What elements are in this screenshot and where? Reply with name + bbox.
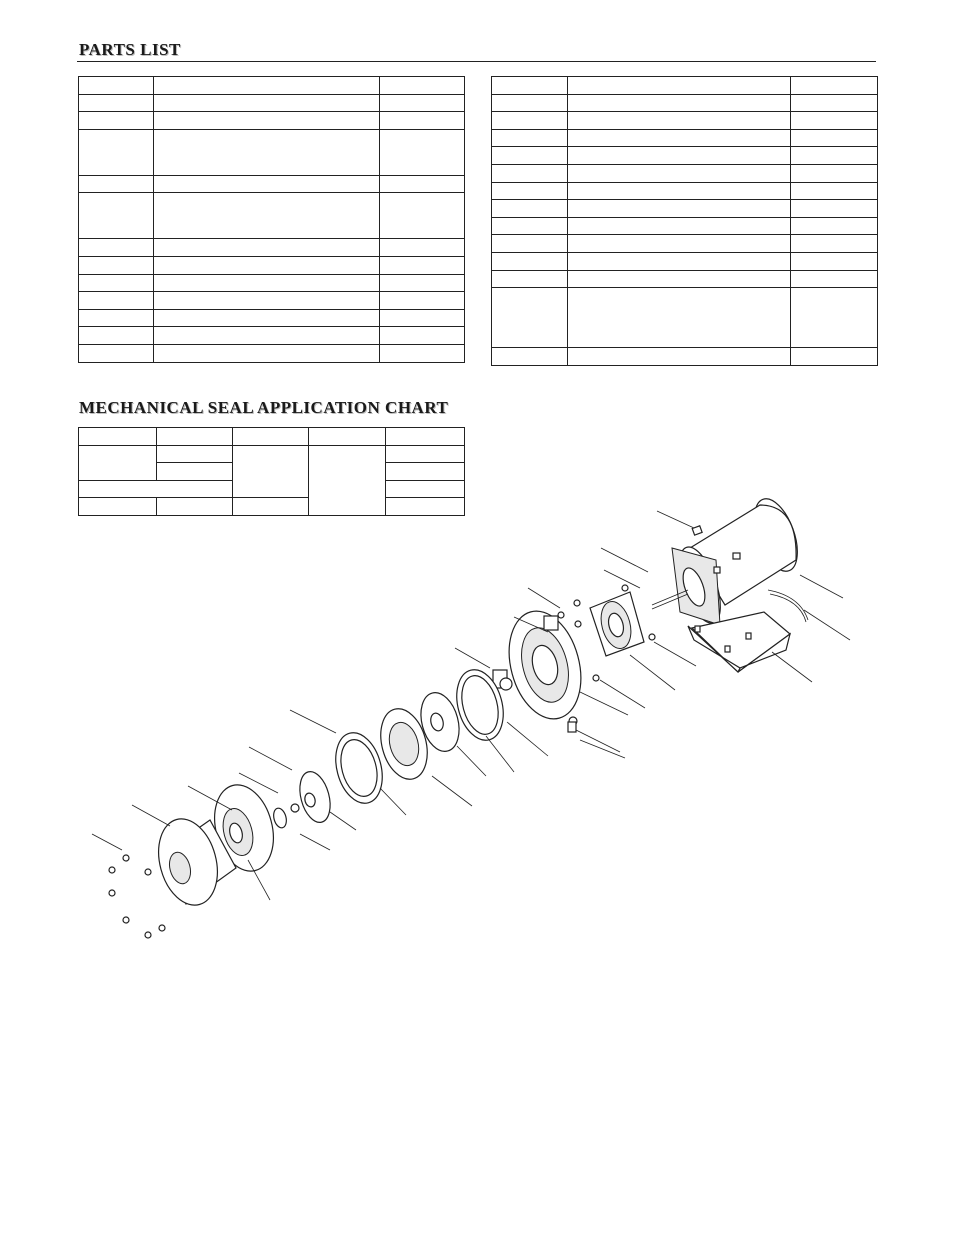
base-icon xyxy=(688,612,790,672)
gasket-rings-icon xyxy=(272,665,511,830)
seal-chart-title: MECHANICAL SEAL APPLICATION CHART xyxy=(79,398,449,417)
parts-list-title: PARTS LIST xyxy=(79,40,181,59)
motor-icon xyxy=(652,493,808,628)
